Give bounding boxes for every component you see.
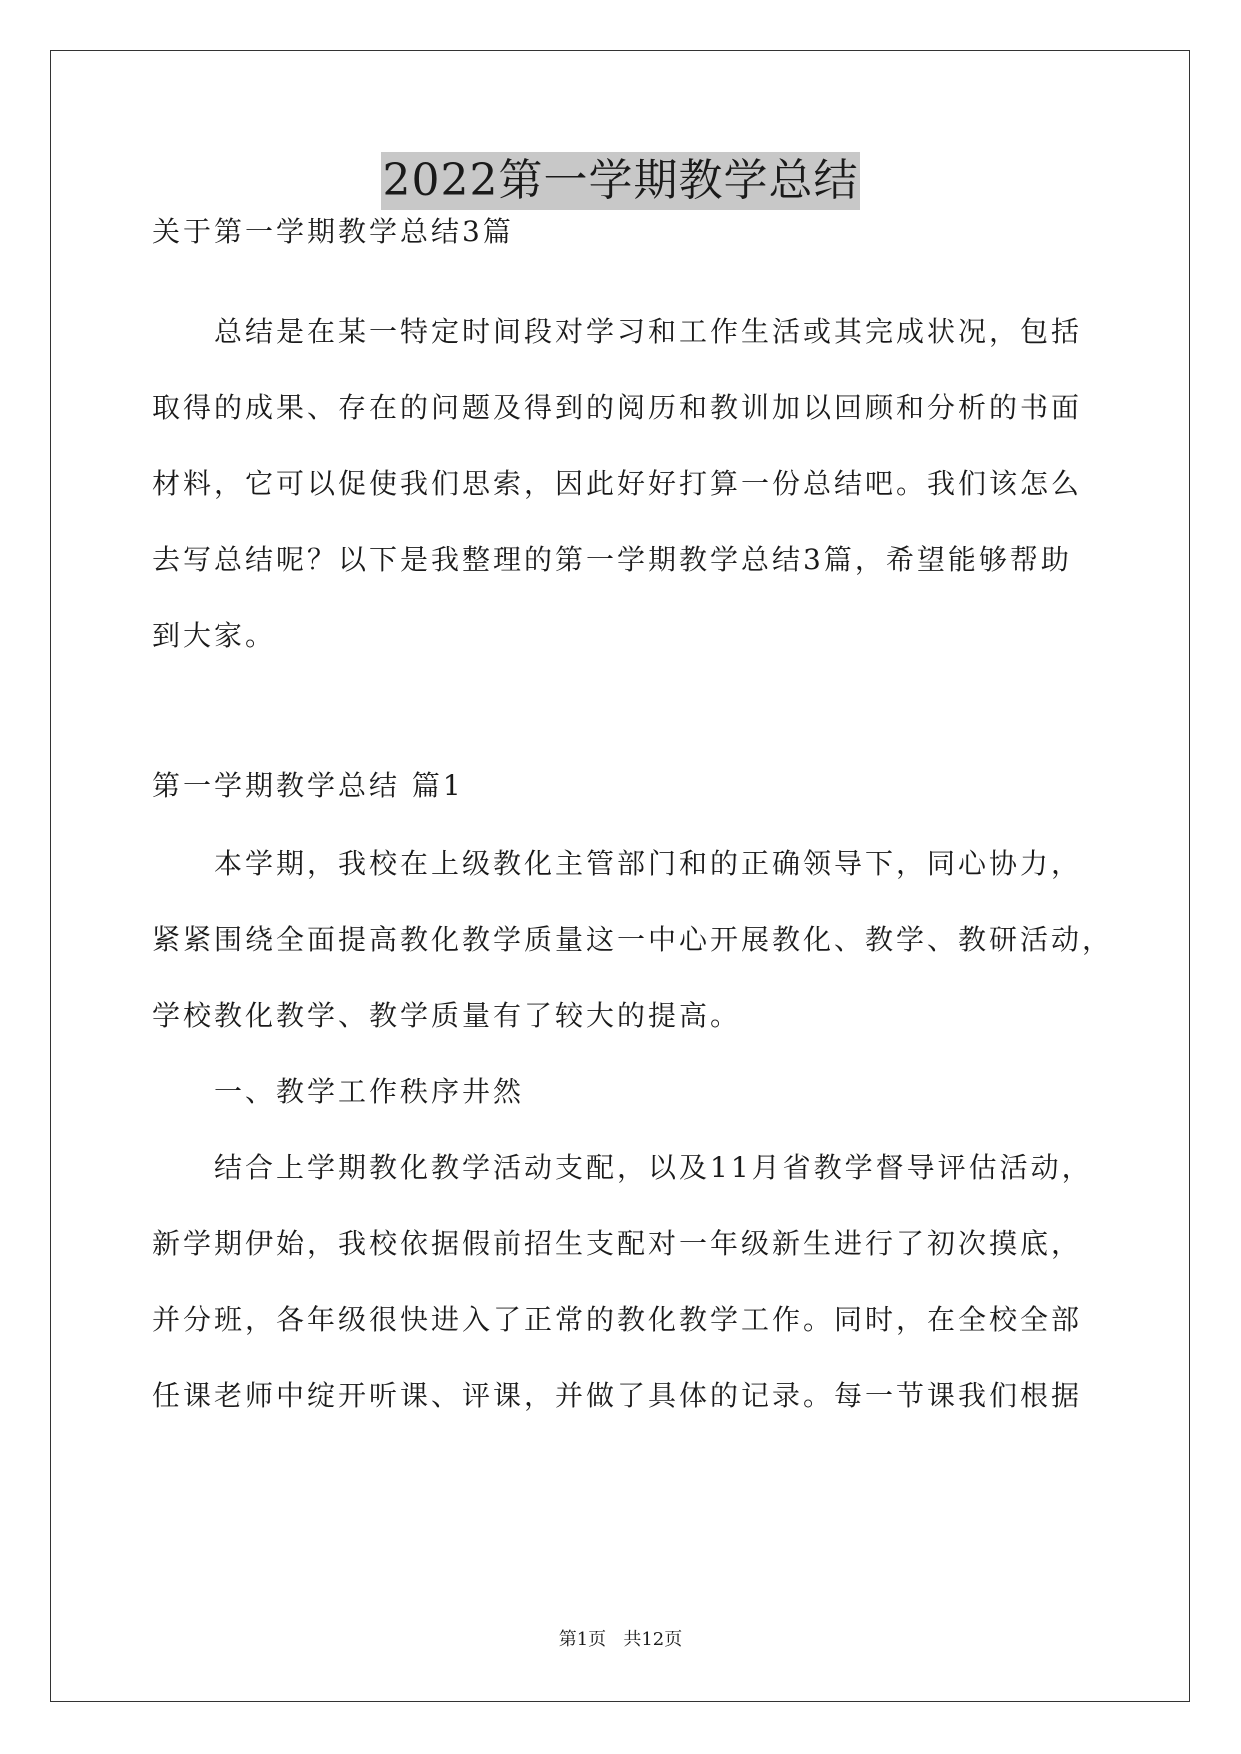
intro-line: 去写总结呢？以下是我整理的第一学期教学总结3篇，希望能够帮助 (152, 543, 1072, 576)
body-line: 结合上学期教化教学活动支配，以及11月省教学督导评估活动， (214, 1151, 1093, 1184)
body-line: 紧紧围绕全面提高教化教学质量这一中心开展教化、教学、教研活动， (152, 923, 1114, 956)
body-line: 本学期，我校在上级教化主管部门和的正确领导下，同心协力， (214, 847, 1083, 880)
intro-line: 取得的成果、存在的问题及得到的阅历和教训加以回顾和分析的书面 (152, 391, 1083, 424)
body-line: 学校教化教学、教学质量有了较大的提高。 (152, 999, 742, 1032)
title-container (0, 152, 1241, 210)
section-heading: 第一学期教学总结 篇1 (152, 769, 464, 802)
body-line: 新学期伊始，我校依据假前招生支配对一年级新生进行了初次摸底， (152, 1227, 1083, 1260)
body-line: 任课老师中绽开听课、评课，并做了具体的记录。每一节课我们根据 (152, 1379, 1083, 1412)
page-number: 第1页 共12页 (558, 1629, 683, 1650)
intro-line: 到大家。 (152, 619, 277, 652)
intro-line: 材料，它可以促使我们思索，因此好好打算一份总结吧。我们该怎么 (152, 467, 1083, 500)
subsection-heading: 一、教学工作秩序井然 (214, 1075, 525, 1108)
body-line: 并分班，各年级很快进入了正常的教化教学工作。同时，在全校全部 (152, 1303, 1083, 1336)
document-subtitle: 关于第一学期教学总结3篇 (152, 215, 514, 248)
intro-line: 总结是在某一特定时间段对学习和工作生活或其完成状况，包括 (214, 315, 1083, 348)
document-title: 2022第一学期教学总结 (381, 152, 861, 210)
